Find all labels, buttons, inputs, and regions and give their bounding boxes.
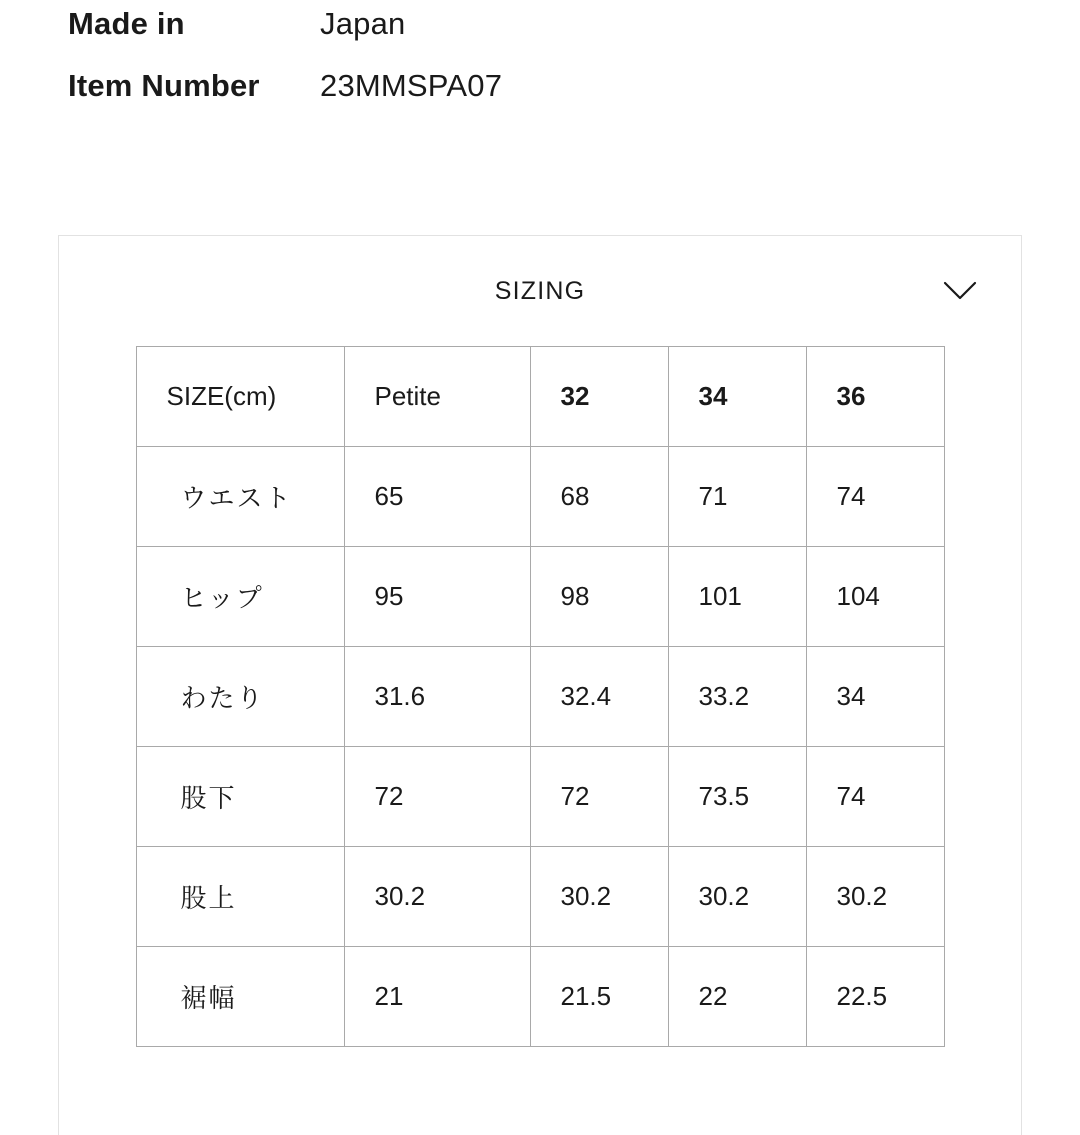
meta-row [68, 6, 968, 68]
made-in-label: Made in [68, 6, 185, 41]
item-number-label: Item Number [68, 68, 260, 103]
meta-row [68, 68, 968, 130]
header-petite: Petite [344, 347, 530, 447]
cell-value: 101 [668, 547, 806, 647]
row-label: 裾幅 [136, 947, 344, 1047]
cell-value: 34 [806, 647, 944, 747]
row-label: 股上 [136, 847, 344, 947]
header-size: SIZE(cm) [136, 347, 344, 447]
chevron-down-icon[interactable] [941, 272, 979, 310]
cell-value: 21 [344, 947, 530, 1047]
table-row [136, 447, 944, 547]
item-number-value: 23MMSPA07 [320, 68, 503, 103]
cell-value: 30.2 [344, 847, 530, 947]
row-label: ヒップ [136, 547, 344, 647]
cell-value: 74 [806, 447, 944, 547]
table-row [136, 747, 944, 847]
product-meta [68, 6, 968, 130]
header-36: 36 [806, 347, 944, 447]
table-header-row [136, 347, 944, 447]
row-label: 股下 [136, 747, 344, 847]
size-chart-table [136, 346, 945, 1047]
table-row [136, 847, 944, 947]
row-label: ウエスト [136, 447, 344, 547]
sizing-panel-header[interactable] [59, 236, 1021, 346]
cell-value: 30.2 [668, 847, 806, 947]
cell-value: 31.6 [344, 647, 530, 747]
cell-value: 22.5 [806, 947, 944, 1047]
sizing-title: SIZING [494, 276, 586, 305]
cell-value: 22 [668, 947, 806, 1047]
row-label: わたり [136, 647, 344, 747]
cell-value: 21.5 [530, 947, 668, 1047]
cell-value: 30.2 [806, 847, 944, 947]
header-34: 34 [668, 347, 806, 447]
cell-value: 30.2 [530, 847, 668, 947]
cell-value: 65 [344, 447, 530, 547]
cell-value: 71 [668, 447, 806, 547]
cell-value: 73.5 [668, 747, 806, 847]
cell-value: 72 [530, 747, 668, 847]
cell-value: 74 [806, 747, 944, 847]
table-row [136, 947, 944, 1047]
cell-value: 72 [344, 747, 530, 847]
cell-value: 95 [344, 547, 530, 647]
sizing-panel [58, 235, 1022, 1135]
header-32: 32 [530, 347, 668, 447]
cell-value: 98 [530, 547, 668, 647]
cell-value: 32.4 [530, 647, 668, 747]
cell-value: 68 [530, 447, 668, 547]
made-in-value: Japan [320, 6, 406, 41]
cell-value: 33.2 [668, 647, 806, 747]
table-row [136, 547, 944, 647]
cell-value: 104 [806, 547, 944, 647]
table-row [136, 647, 944, 747]
